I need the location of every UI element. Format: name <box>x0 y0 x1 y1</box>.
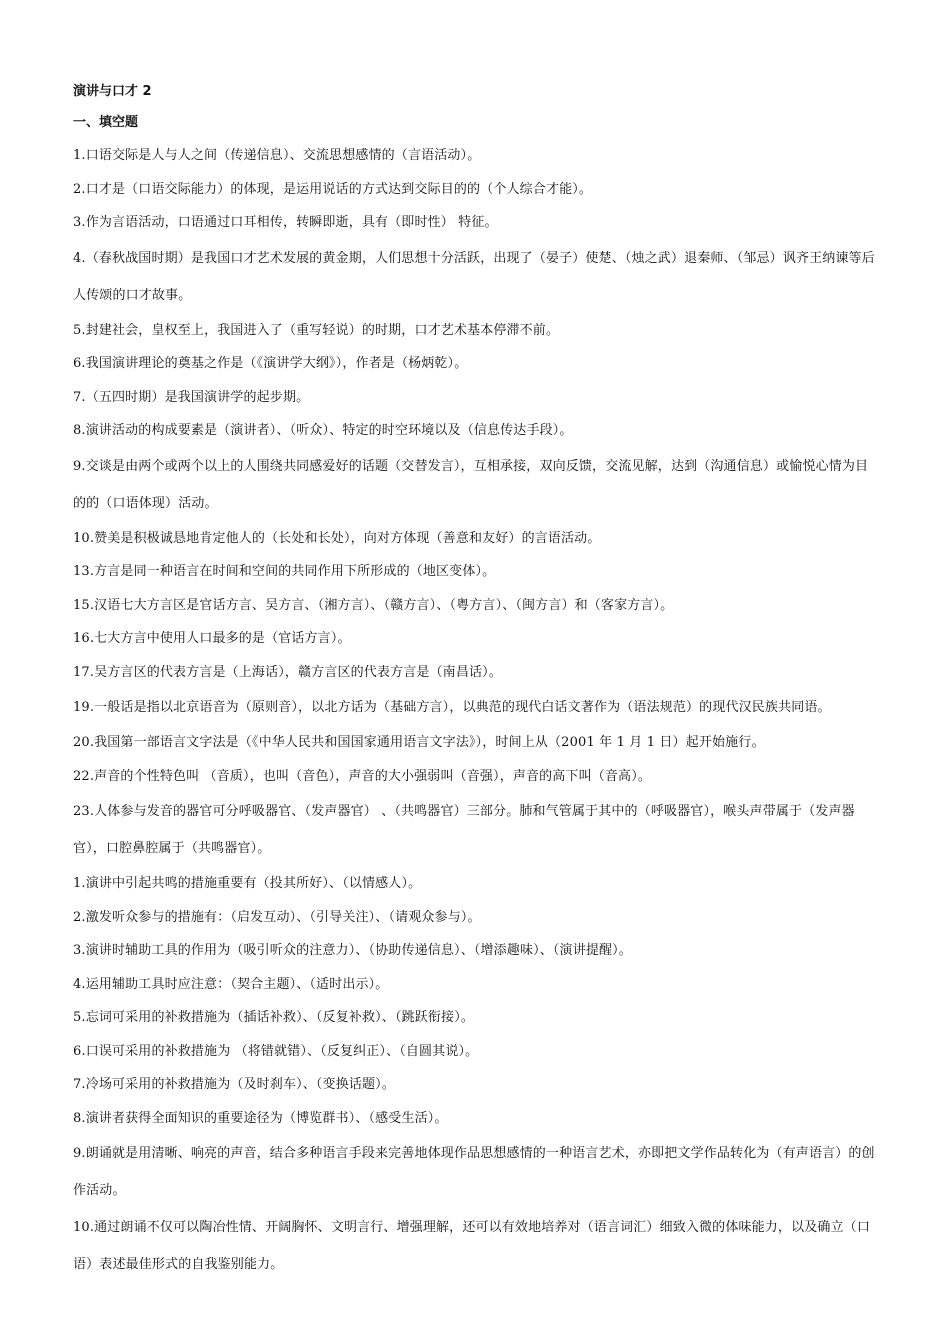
question-item: 19.一般话是指以北京语音为（原则音），以北方话为（基础方言），以典范的现代白话文著作为（语法规范）的现代汉民族共同语。 <box>73 700 831 715</box>
question-item: 5.忘词可采用的补救措施为（插话补救）、（反复补救）、（跳跃衔接）。 <box>73 1010 475 1025</box>
question-item: 1.演讲中引起共鸣的措施重要有（投其所好）、（以情感人）。 <box>73 876 422 891</box>
question-item: 9.交谈是由两个或两个以上的人围绕共同感爱好的话题（交替发言），互相承接，双向反馈，交流见解，达到（沟通信息）或愉悦心情为目的的（口语体现）活动。 <box>73 458 869 511</box>
question-item: 8.演讲者获得全面知识的重要途径为（博览群书）、（感受生活）。 <box>73 1110 448 1126</box>
question-item: 15.汉语七大方言区是官话方言、吴方言、（湘方言）、（赣方言）、（粤方言）、（闽方言）和（客家方言）。 <box>73 597 674 613</box>
question-item: 3.演讲时辅助工具的作用为（吸引听众的注意力）、（协助传递信息）、（增添趣味）、（演讲提醒）。 <box>73 943 632 958</box>
question-item: 6.我国演讲理论的奠基之作是（《演讲学大纲》），作者是（杨炳乾）。 <box>73 356 468 371</box>
question-item: 5.封建社会，皇权至上，我国进入了（重写轻说）的时期，口才艺术基本停滞不前。 <box>73 322 560 338</box>
question-item: 3.作为言语活动，口语通过口耳相传，转瞬即逝，具有（即时性） 特征。 <box>73 215 498 230</box>
question-item: 10.通过朗诵不仅可以陶冶性情、开阔胸怀、文明言行、增强理解，还可以有效地培养对（语言词汇）细致入微的体味能力，以及确立（口语）表述最佳形式的自我鉴别能力。 <box>73 1220 870 1272</box>
question-item: 2.口才是（口语交际能力）的体现，是运用说话的方式达到交际目的的（个人综合才能）。 <box>73 181 593 197</box>
question-item: 4.运用辅助工具时应注意：（契合主题）、（适时出示）。 <box>73 976 389 992</box>
question-item: 6.口误可采用的补救措施为 （将错就错）、（反复纠正）、（自圆其说）。 <box>73 1043 479 1059</box>
question-item: 13.方言是同一种语言在时间和空间的共同作用下所形成的（地区变体）。 <box>73 564 496 579</box>
question-item: 20.我国第一部语言文字法是（《中华人民共和国国家通用语言文字法》），时间上从（2001 年 1 月 1 日）起开始施行。 <box>73 735 765 750</box>
question-item: 17.吴方言区的代表方言是（上海话），赣方言区的代表方言是（南昌话）。 <box>73 664 502 680</box>
question-item: 7.冷场可采用的补救措施为（及时刹车）、（变换话题）。 <box>73 1077 395 1092</box>
question-item: 4.（春秋战国时期）是我国口才艺术发展的黄金期，人们思想十分活跃，出现了（晏子）使楚、（烛之武）退秦师、（邹忌）讽齐王纳谏等后人传颂的口才故事。 <box>73 250 875 303</box>
document-title: 演讲与口才 2 <box>73 84 152 99</box>
question-item: 22.声音的个性特色叫 （音质），也叫（音色），声音的大小强弱叫（音强），声音的高下叫（音高）。 <box>73 768 652 784</box>
question-item: 23.人体参与发音的器官可分呼吸器官、（发声器官） 、（共鸣器官）三部分。肺和气管属于其中的（呼吸器官），喉头声带属于（发声器官），口腔鼻腔属于（共鸣器官）。 <box>73 804 855 856</box>
question-item: 2.激发听众参与的措施有：（启发互动）、（引导关注）、（请观众参与）。 <box>73 909 481 925</box>
question-item: 8.演讲活动的构成要素是（演讲者）、（听众）、特定的时空环境以及（信息传达手段）。 <box>73 423 573 438</box>
question-item: 9.朗诵就是用清晰、响亮的声音，结合多种语言手段来完善地体现作品思想感情的一种语言艺术，亦即把文学作品转化为（有声语言）的创作活动。 <box>73 1146 875 1198</box>
document-page <box>73 78 881 1283</box>
question-item: 10.赞美是积极诚恳地肯定他人的（长处和长处），向对方体现（善意和友好）的言语活动。 <box>73 530 601 546</box>
question-list <box>73 139 881 1283</box>
section-heading: 一、填空题 <box>73 115 139 130</box>
question-item: 16.七大方言中使用人口最多的是（官话方言）。 <box>73 631 351 646</box>
question-item: 1.口语交际是人与人之间（传递信息）、交流思想感情的（言语活动）。 <box>73 148 481 163</box>
question-item: 7.（五四时期）是我国演讲学的起步期。 <box>73 389 310 405</box>
